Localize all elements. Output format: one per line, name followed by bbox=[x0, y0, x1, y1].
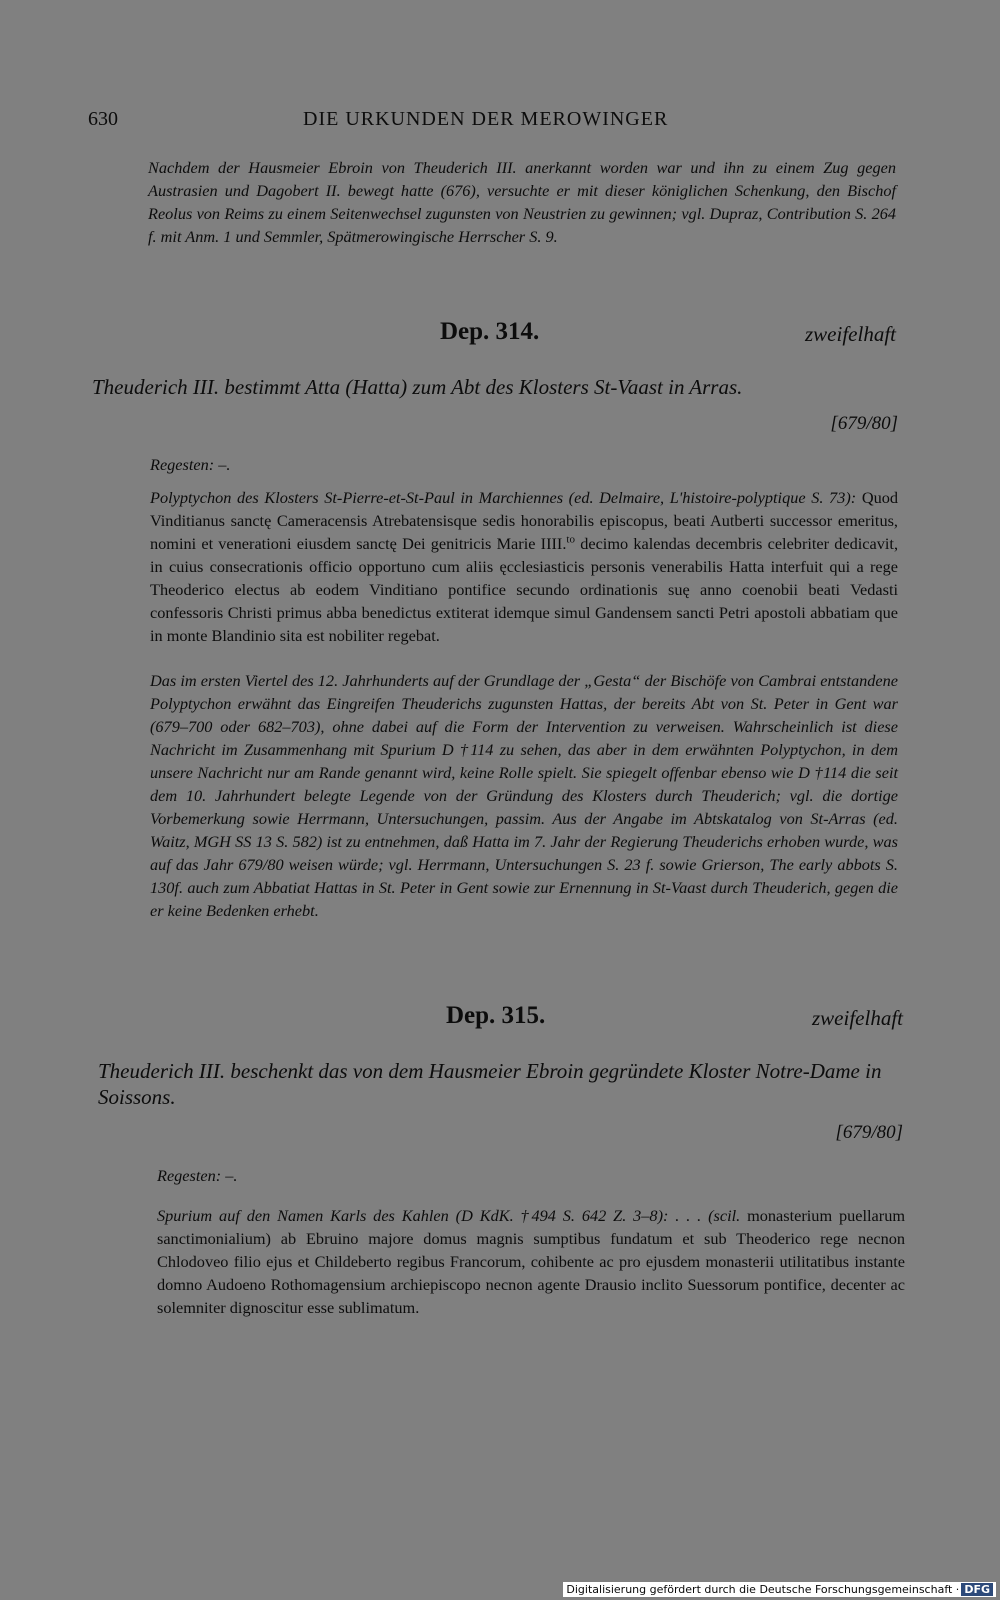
dep-314-commentary: Das im ersten Viertel des 12. Jahrhunderts auf der Grundlage der „Gesta“ der Bischöfe von Cambrai entstandene Polyptychon erwähnt das Eingreifen Theuderichs zugunsten Hattas, der bereits Abt von St. Peter in Gent war (679–700 oder 682–703), ohne dabei auf die Form der Intervention zu verweisen. Wahrscheinlich ist diese Nachricht im Zusammenhang mit Spurium D †114 zu sehen, das aber in dem erwähnten Polyptychon, in dem unsere Nachricht nur am Rande genannt wird, keine Rolle spielt. Sie spiegelt offenbar ebenso wie D †114 die seit dem 10. Jahrhundert belegte Legende von der Gründung des Klosters durch Theuderich; vgl. die dortige Vorbemerkung sowie Herrmann, Untersuchungen, passim. Aus der Angabe im Abtskatalog von St-Arras (ed. Waitz, MGH SS 13 S. 582) ist zu entnehmen, daß Hatta im 7. Jahr der Regierung Theuderichs erhoben wurde, was auf das Jahr 679/80 weisen würde; vgl. Herrmann, Untersuchungen S. 23 f. sowie Grierson, The early abbots S. 130f. auch zum Abbatiat Hattas in St. Peter in Gent sowie zur Ernennung in St-Vaast durch Theuderich, gegen die er keine Bedenken erhebt. bbox=[150, 671, 898, 920]
dep-315-source-ref: Spurium auf den Namen Karls des Kahlen (D KdK. †494 S. 642 Z. 3–8): . . . (scil. bbox=[157, 1206, 741, 1225]
dep-314-source-text bbox=[150, 486, 898, 647]
page-number: 630 bbox=[88, 108, 118, 130]
dep-314-regesten: Regesten: –. bbox=[150, 455, 231, 474]
dep-314-status: zweifelhaft bbox=[805, 322, 896, 346]
dep-314-title: Dep. 314. bbox=[440, 318, 540, 345]
dep-314-quote-a: Quod Vinditianus sanctę Cameracensis Atrebatensisque sedis honorabilis episcopus, beati Autberti successor emeritus, nomini et venerationi eiusdem sanctę Dei genitricis Marie IIII. bbox=[150, 488, 899, 553]
running-title: DIE URKUNDEN DER MEROWINGER bbox=[303, 108, 669, 130]
dep-314-source-ref: Polyptychon des Klosters St-Pierre-et-St-Paul in Marchiennes (ed. Delmaire, L'histoire-polyptique S. 73): bbox=[150, 488, 857, 507]
dep-315-date: [679/80] bbox=[835, 1122, 903, 1143]
footer-text: Digitalisierung gefördert durch die Deutsche Forschungsgemeinschaft · bbox=[566, 1583, 960, 1596]
dep-315-regesten: Regesten: –. bbox=[157, 1166, 238, 1185]
dep-314-date: [679/80] bbox=[830, 413, 898, 434]
dep-315-quote: monasterium puellarum sanctimonialium) ab Ebruino majore domus magnis sumptibus fundatum et sub Theoderico rege necnon Chlodoveo filio ejus et Childeberto regibus Francorum, cohibente ac pro ejusdem monasterii utilitatibus instante domno Audoeno Rothomagensium archiepiscopo necnon agente Drausio inclito Suessorum pontifice, decenter ac solemniter dignoscitur esse sublimatum. bbox=[157, 1206, 905, 1317]
dep-315-summary: Theuderich III. beschenkt das von dem Hausmeier Ebroin gegründete Kloster Notre-Dame in Soissons. bbox=[98, 1059, 882, 1109]
intro-paragraph: Nachdem der Hausmeier Ebroin von Theuderich III. anerkannt worden war und ihn zu einem Zug gegen Austrasien und Dagobert II. bewegt hatte (676), versuchte er mit dieser königlichen Schenkung, den Bischof Reolus von Reims zu einem Seitenwechsel zugunsten von Neustrien zu gewinnen; vgl. Dupraz, Contribution S. 264 f. mit Anm. 1 und Semmler, Spätmerowingische Herrscher S. 9. bbox=[148, 158, 896, 246]
dep-314-summary: Theuderich III. bestimmt Atta (Hatta) zum Abt des Klosters St-Vaast in Arras. bbox=[92, 375, 743, 399]
dfg-logo: DFG bbox=[961, 1583, 993, 1596]
dep-314-quote-b: decimo kalendas decembris celebriter dedicavit, in cuius consecrationis officio opportuno cum aliis ęcclesiasticis personis venerabilis Hatta interfuit qui a rege Theoderico electus ab eodem Vinditiano pontifice secundo ordinationis suę anno coenobii beati Vedasti confessoris Christi primus abba benedictus extiterat idemque simul Gandensem sancti Petri apostoli abbatiam que in monte Blandinio sita est nobiliter regebat. bbox=[150, 534, 899, 645]
footer-credit bbox=[563, 1582, 996, 1597]
dep-315-source-text bbox=[157, 1204, 905, 1319]
dep-315-status: zweifelhaft bbox=[812, 1006, 903, 1030]
dep-315-title: Dep. 315. bbox=[446, 1002, 546, 1029]
dep-314-quote-sup: to bbox=[566, 533, 575, 546]
